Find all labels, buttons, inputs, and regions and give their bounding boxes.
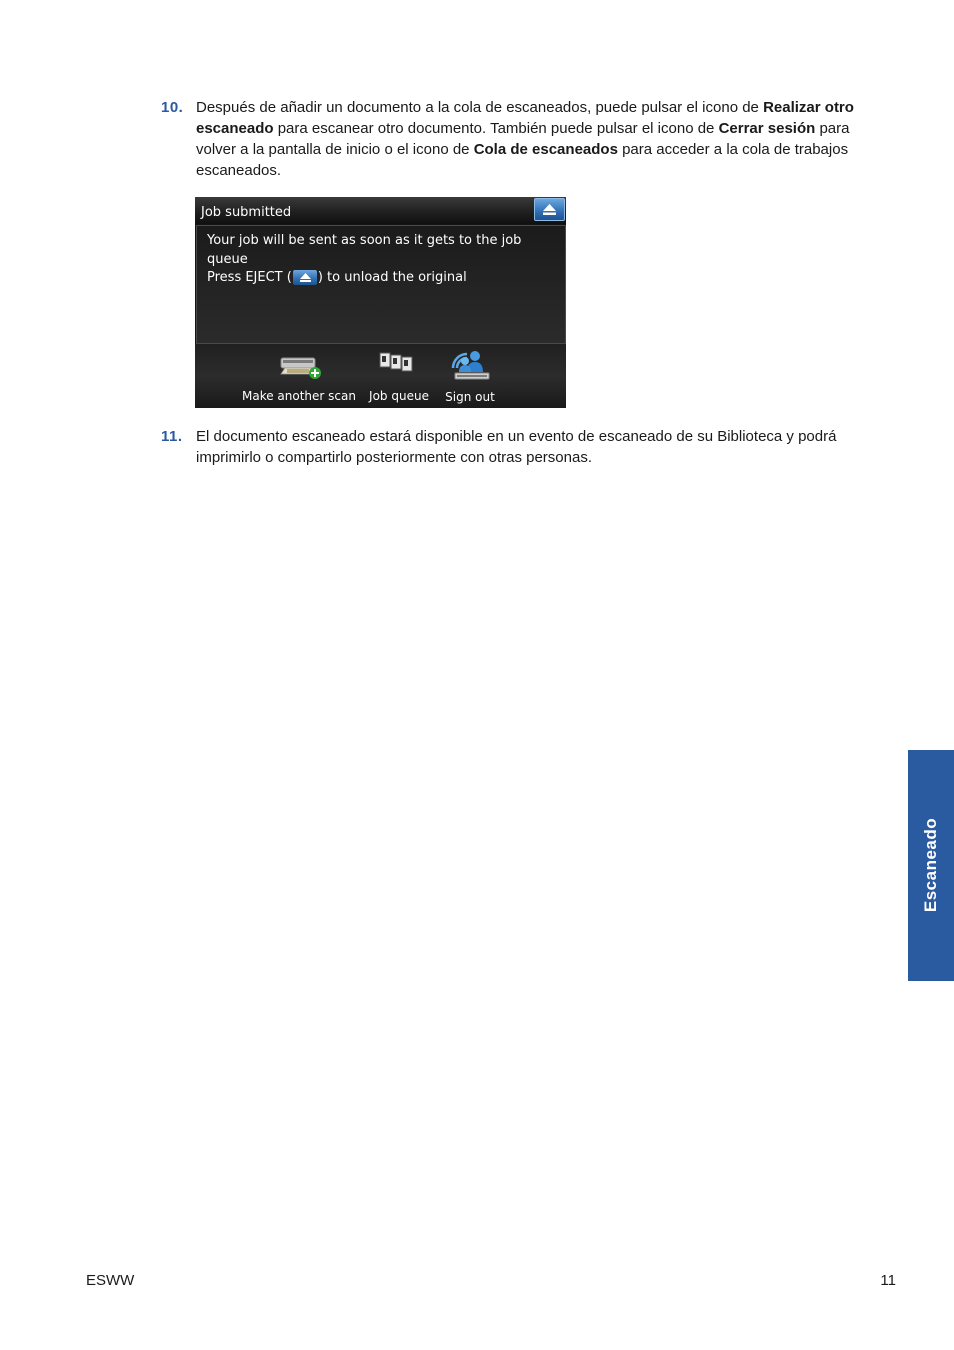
make-another-scan-label: Make another scan <box>242 389 356 403</box>
panel-toolbar <box>195 344 566 408</box>
message-line: Your job will be sent as soon as it gets to the job <box>207 233 522 248</box>
job-queue-label: Job queue <box>369 389 429 403</box>
step-number: 11. <box>161 428 183 445</box>
eject-button[interactable] <box>534 198 565 221</box>
step-text-part: para escanear otro documento. También puede pulsar el icono de <box>273 120 719 137</box>
step-text-part: Después de añadir un documento a la cola de escaneados, puede pulsar el icono de <box>196 99 764 116</box>
eject-icon <box>293 270 317 285</box>
job-queue-icon <box>379 350 413 376</box>
job-queue-button[interactable] <box>363 344 435 408</box>
panel-titlebar <box>195 197 566 224</box>
make-another-scan-button[interactable] <box>241 344 357 408</box>
sign-out-user-icon <box>447 348 495 384</box>
scanner-plus-icon <box>279 350 323 380</box>
page-number: 11 <box>880 1272 896 1289</box>
message-text: Press EJECT ( <box>207 270 292 285</box>
step-text-bold: Realizar otro escaneado <box>196 99 854 137</box>
message-line: queue <box>207 252 248 267</box>
step-11 <box>161 426 886 468</box>
message-text: ) to unload the original <box>317 270 467 285</box>
panel-message-area <box>196 225 566 344</box>
step-text-part: para acceder a la cola de trabajos escaneados. <box>196 141 849 179</box>
panel-title: Job submitted <box>201 205 292 220</box>
eject-icon <box>542 203 557 216</box>
footer-locale: ESWW <box>86 1272 135 1289</box>
chapter-tab-label: Escaneado <box>921 817 940 913</box>
step-text-bold: Cerrar sesión <box>718 120 816 137</box>
printer-panel-screenshot <box>195 197 566 408</box>
chapter-side-tab <box>908 750 954 981</box>
sign-out-button[interactable] <box>437 344 503 408</box>
step-10 <box>161 97 886 181</box>
step-text-bold: Cola de escaneados <box>473 141 618 158</box>
message-line <box>207 270 467 285</box>
step-number: 10. <box>161 99 184 116</box>
step-text <box>196 97 886 181</box>
step-text: El documento escaneado estará disponible en un evento de escaneado de su Biblioteca y podrá imprimirlo o compartirlo posteriormente con otras personas. <box>196 428 837 466</box>
step-text-part: para volver a la pantalla de inicio o el icono de <box>196 120 850 158</box>
sign-out-label: Sign out <box>445 390 495 404</box>
